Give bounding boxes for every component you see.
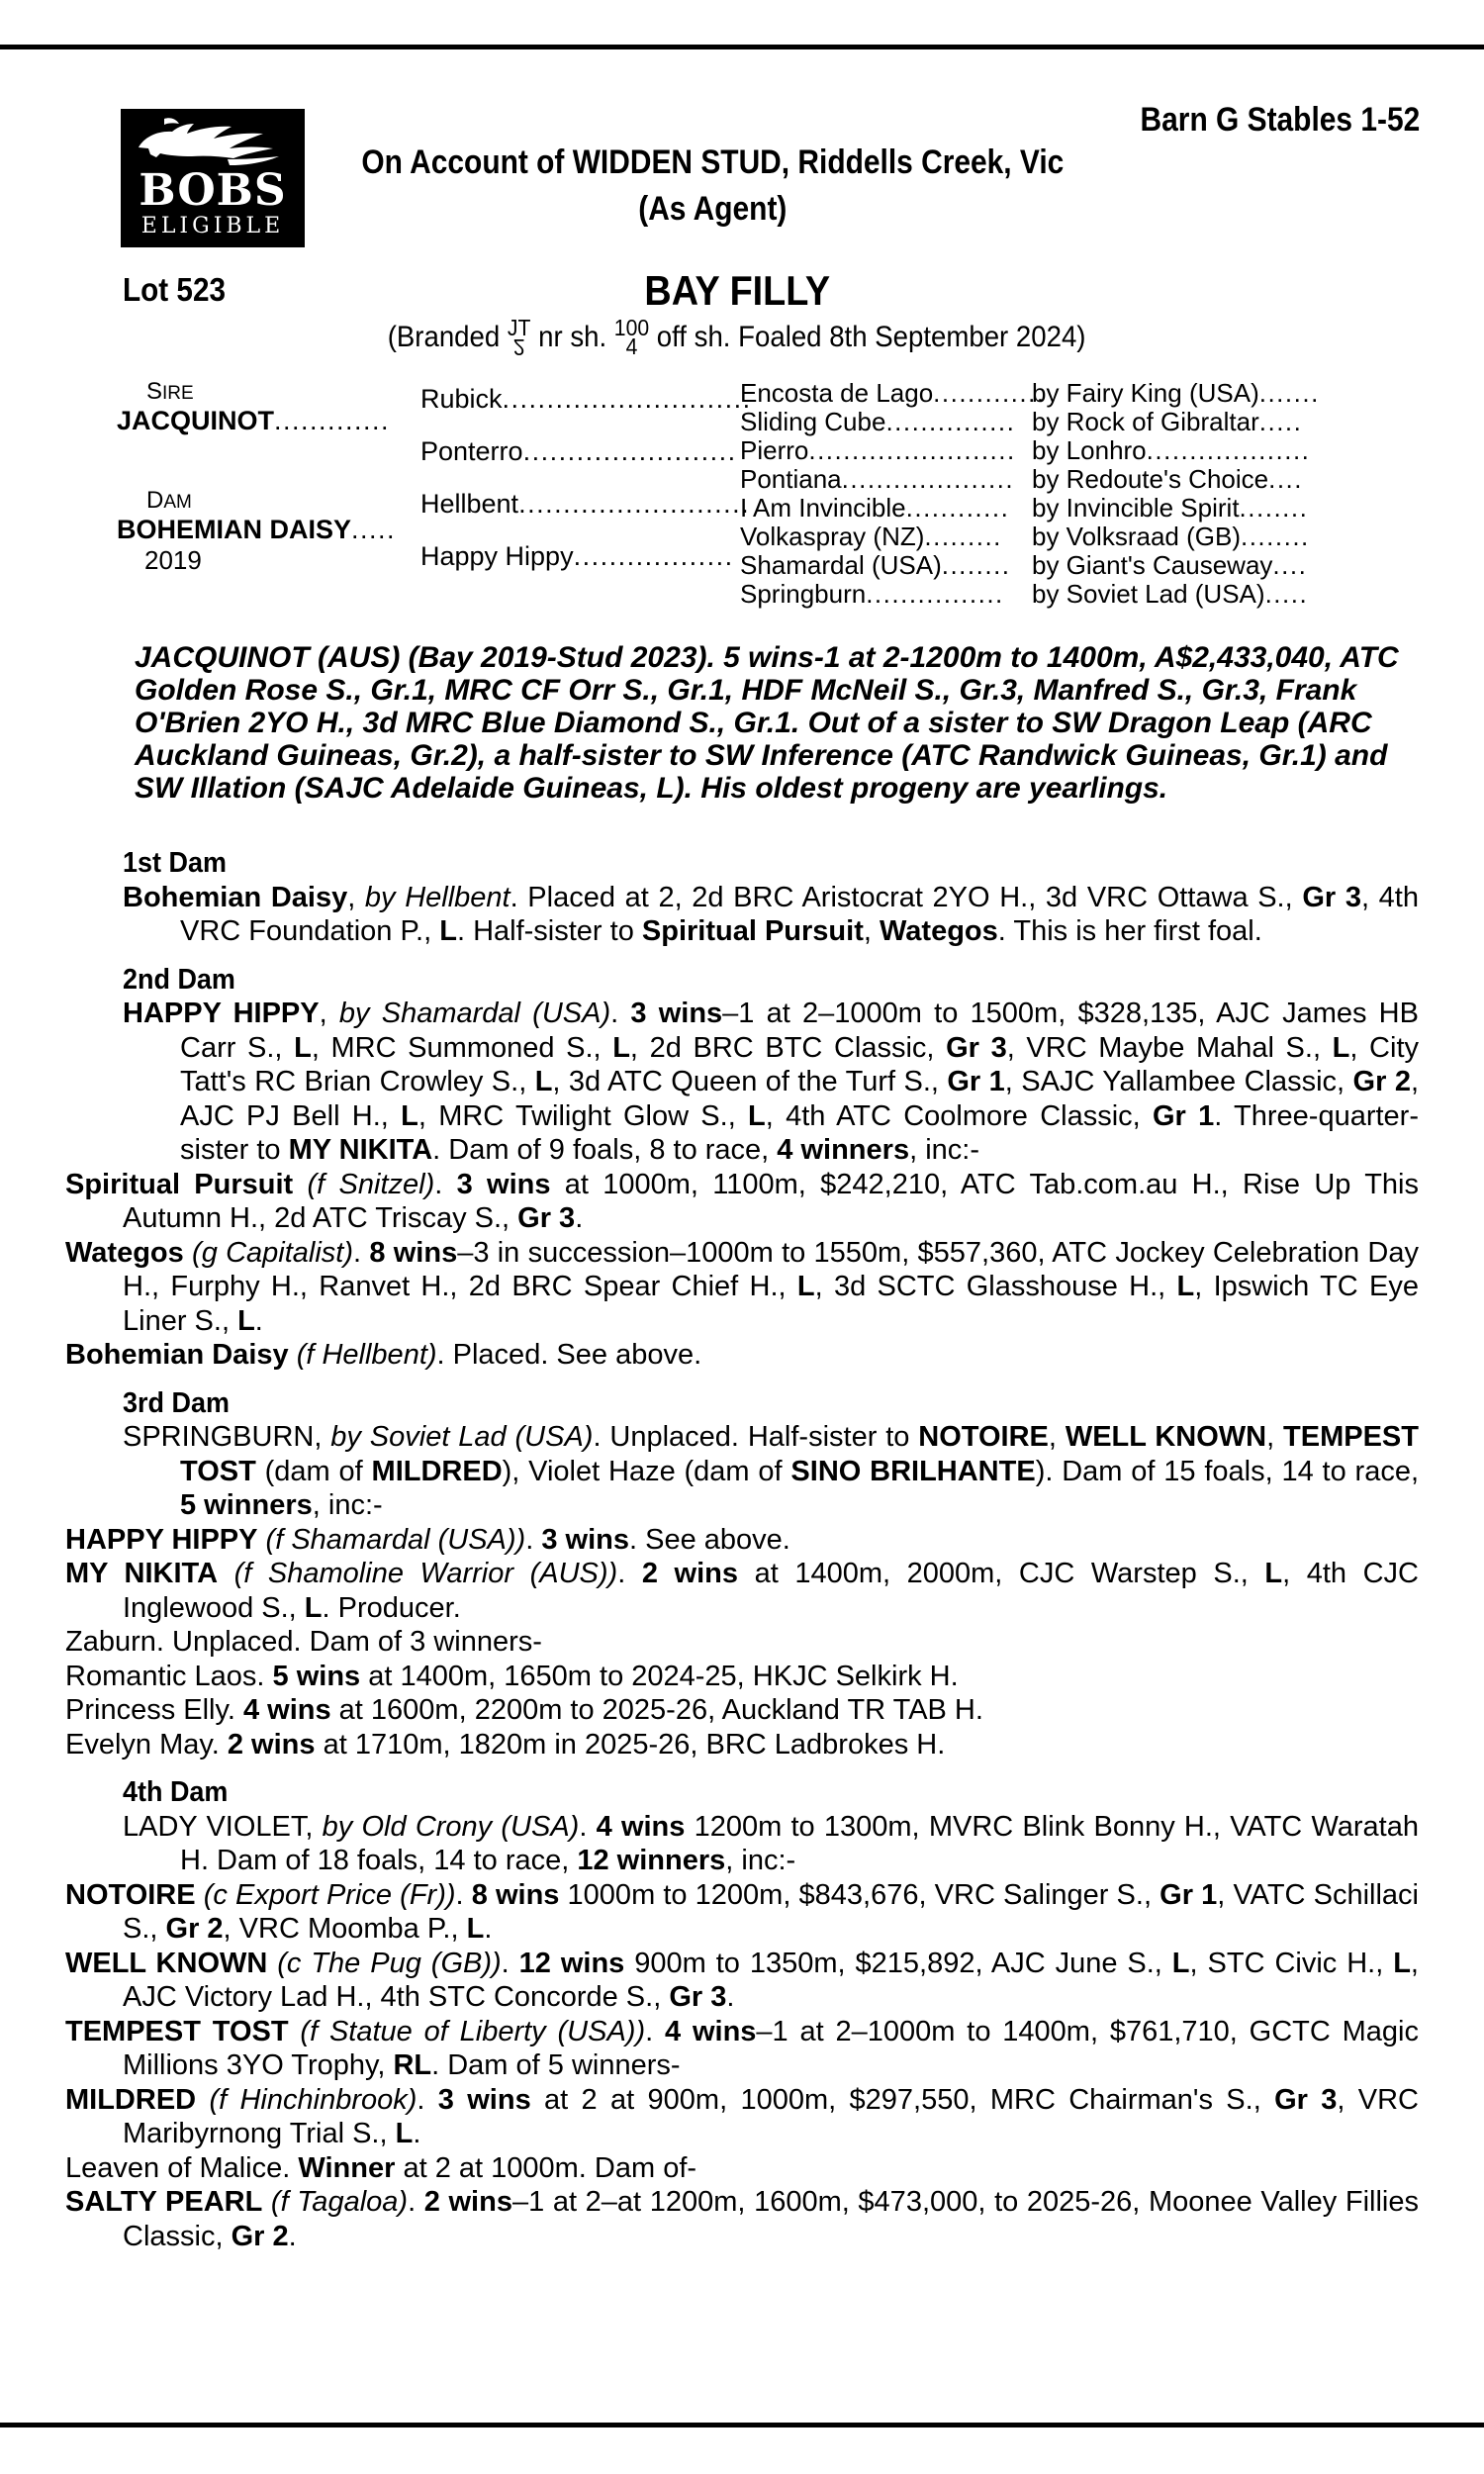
top-rule [0,45,1484,49]
dam-section-heading: 1st Dam [123,847,227,879]
sireline-3: by Lonhro................... [1032,435,1311,465]
sireline-4: by Redoute's Choice.... [1032,464,1304,494]
brand-prefix: (Branded [388,320,501,353]
pedigree-entry: TEMPEST TOST (f Statue of Liberty (USA)). 4 wins–1 at 2–1000m to 1400m, $761,710, GCTC Magic Millions 3YO Trophy, RL. Dam of 5 winners- [65,2015,1419,2081]
great-grandparent-6: Volkaspray (NZ)......... [740,522,1002,551]
bottom-rule [0,2423,1484,2427]
vendor-account-line: On Account of WIDDEN STUD, Riddells Creek, Vic [361,143,1064,181]
great-grandparent-7: Shamardal (USA)........ [740,550,1011,580]
dam-year: 2019 [144,545,202,575]
pedigree-entry: HAPPY HIPPY, by Shamardal (USA). 3 wins–1 at 2–1000m to 1500m, $328,135, AJC James HB Carr S., L, MRC Summoned S., L, 2d BRC BTC Classic, Gr 3, VRC Maybe Mahal S., L, City Tatt's RC Brian Crowley S., L, 3d ATC Queen of the Turf S., Gr 1, SAJC Yallambee Classic, Gr 2, AJC PJ Bell H., L, MRC Twilight Glow S., L, 4th ATC Coolmore Classic, Gr 1. Three-quarter-sister to MY NIKITA. Dam of 9 foals, 8 to race, 4 winners, inc:- [123,998,1420,1166]
sireline-5: by Invincible Spirit........ [1032,493,1309,523]
great-grandparent-2: Sliding Cube............... [740,407,1016,436]
pedigree-entry: WELL KNOWN (c The Pug (GB)). 12 wins 900m to 1350m, $215,892, AJC June S., L, STC Civic H., L, AJC Victory Lad H., 4th STC Concorde S., Gr 3. [65,1947,1419,2013]
sireline-7: by Giant's Causeway.... [1032,550,1308,580]
pedigree-entry: Zaburn. Unplaced. Dam of 3 winners- [65,1626,542,1658]
brand-suffix: off sh. Foaled 8th September 2024) [657,320,1086,353]
pedigree-entry: SPRINGBURN, by Soviet Lad (USA). Unplaced. Half-sister to NOTOIRE, WELL KNOWN, TEMPEST TOST (dam of MILDRED), Violet Haze (dam of SINO BRILHANTE). Dam of 15 foals, 14 to race, 5 winners, inc:- [123,1421,1420,1521]
pedigree-entry: Wategos (g Capitalist). 8 wins–3 in succession–1000m to 1550m, $557,360, ATC Jockey Celebration Day H., Furphy H., Ranvet H., 2d BRC Spear Chief H., L, 3d SCTC Glasshouse H., L, Ipswich TC Eye Liner S., L. [65,1236,1419,1337]
great-grandparent-1: Encosta de Lago............. [740,378,1046,408]
dam-section-heading: 4th Dam [123,1776,229,1808]
pedigree-entry: MY NIKITA (f Shamoline Warrior (AUS)). 2 wins at 1400m, 2000m, CJC Warstep S., L, 4th CJC Inglewood S., L. Producer. [65,1558,1420,1624]
pedigree-entry: HAPPY HIPPY (f Shamardal (USA)). 3 wins. See above. [65,1523,790,1556]
lot-number: Lot 523 [123,271,226,308]
bobs-eligible-text: ELIGIBLE [140,214,285,238]
near-shoulder-brand: JT 2 [508,315,531,360]
off-shoulder-brand: 100 4 [614,315,650,359]
as-agent-line: (As Agent) [637,190,788,228]
pedigree-entry: Leaven of Malice. Winner at 2 at 1000m. Dam of- [65,2151,697,2184]
pedigree-entry: Evelyn May. 2 wins at 1710m, 1820m in 2025-26, BRC Ladbrokes H. [65,1728,946,1760]
dam-label: DAM [146,487,192,514]
page-title: BAY FILLY [644,267,830,314]
grandparent-2: Ponterro........................ [420,436,737,466]
great-grandparent-3: Pierro........................ [740,435,1016,465]
pedigree-entry: Bohemian Daisy, by Hellbent. Placed at 2, 2d BRC Aristocrat 2YO H., 3d VRC Ottawa S., Gr 3, 4th VRC Foundation P., L. Half-sister to Spiritual Pursuit, Wategos. This is her first foal. [123,881,1419,947]
great-grandparent-5: I Am Invincible............ [740,493,1010,523]
dam-name: BOHEMIAN DAISY..... [117,515,397,544]
lot-title-row [0,267,1484,321]
pedigree-entry: Princess Elly. 4 wins at 1600m, 2200m to 2025-26, Auckland TR TAB H. [65,1694,983,1726]
near-shoulder-label: nr sh. [538,320,607,353]
pedigree-entry: MILDRED (f Hinchinbrook). 3 wins at 2 at 900m, 1000m, $297,550, MRC Chairman's S., Gr 3, VRC Maribyrnong Trial S., L. [65,2083,1420,2149]
sireline-6: by Volksraad (GB)........ [1032,522,1310,551]
pedigree-entry: Spiritual Pursuit (f Snitzel). 3 wins at 1000m, 1100m, $242,210, ATC Tab.com.au H., Rise Up This Autumn H., 2d ATC Triscay S., Gr 3. [65,1168,1419,1234]
dam-block [117,487,396,576]
pedigree-entry: SALTY PEARL (f Tagaloa). 2 wins–1 at 2–at 1200m, 1600m, $473,000, to 2025-26, Moonee Valley Fillies Classic, Gr 2. [65,2186,1419,2252]
dam-section-heading: 2nd Dam [123,963,235,996]
grandparent-1: Rubick............................ [420,384,752,414]
barn-stables-label: Barn G Stables 1-52 [1140,101,1420,139]
sireline-1: by Fairy King (USA)....... [1032,378,1320,408]
bobs-wordmark: BOBS [139,165,287,216]
sire-name: JACQUINOT............. [117,406,391,435]
pedigree-entry: LADY VIOLET, by Old Crony (USA). 4 wins 1200m to 1300m, MVRC Blink Bonny H., VATC Waratah H. Dam of 18 foals, 14 to race, 12 winners, inc:- [123,1810,1419,1876]
pedigree-entry: Bohemian Daisy (f Hellbent). Placed. See above. [65,1339,702,1371]
sire-summary-paragraph: JACQUINOT (AUS) (Bay 2019-Stud 2023). 5 wins-1 at 2-1200m to 1400m, A$2,433,040, ATC Golden Rose S., Gr.1, MRC CF Orr S., Gr.1, HDF McNeil S., Gr.3, Manfred S., Gr.3, Frank O'Brien 2YO H., 3d MRC Blue Diamond S., Gr.1. Out of a sister to SW Dragon Leap (ARC Auckland Guineas, Gr.2), a half-sister to SW Inference (ATC Randwick Guineas, Gr.1) and SW Illation (SAJC Adelaide Guineas, L). His oldest progeny are yearlings. [135,641,1399,805]
pedigree-narrative [65,846,1420,2253]
pedigree-entry: NOTOIRE (c Export Price (Fr)). 8 wins 1000m to 1200m, $843,676, VRC Salinger S., Gr 1, VATC Schillaci S., Gr 2, VRC Moomba P., L. [65,1878,1419,1945]
branding-line [0,315,1474,360]
sireline-2: by Rock of Gibraltar..... [1032,407,1303,436]
pedigree-table [0,378,1484,616]
pedigree-entry: Romantic Laos. 5 wins at 1400m, 1650m to 2024-25, HKJC Selkirk H. [65,1660,959,1692]
sireline-8: by Soviet Lad (USA)..... [1032,579,1309,609]
sire-block [117,378,390,436]
great-grandparent-4: Pontiana.................... [740,464,1015,494]
dam-section-heading: 3rd Dam [123,1386,230,1419]
grandparent-4: Happy Hippy.................. [420,541,734,571]
sire-label: SIRE [146,378,194,405]
grandparent-3: Hellbent.......................... [420,489,751,519]
great-grandparent-8: Springburn................ [740,579,1004,609]
